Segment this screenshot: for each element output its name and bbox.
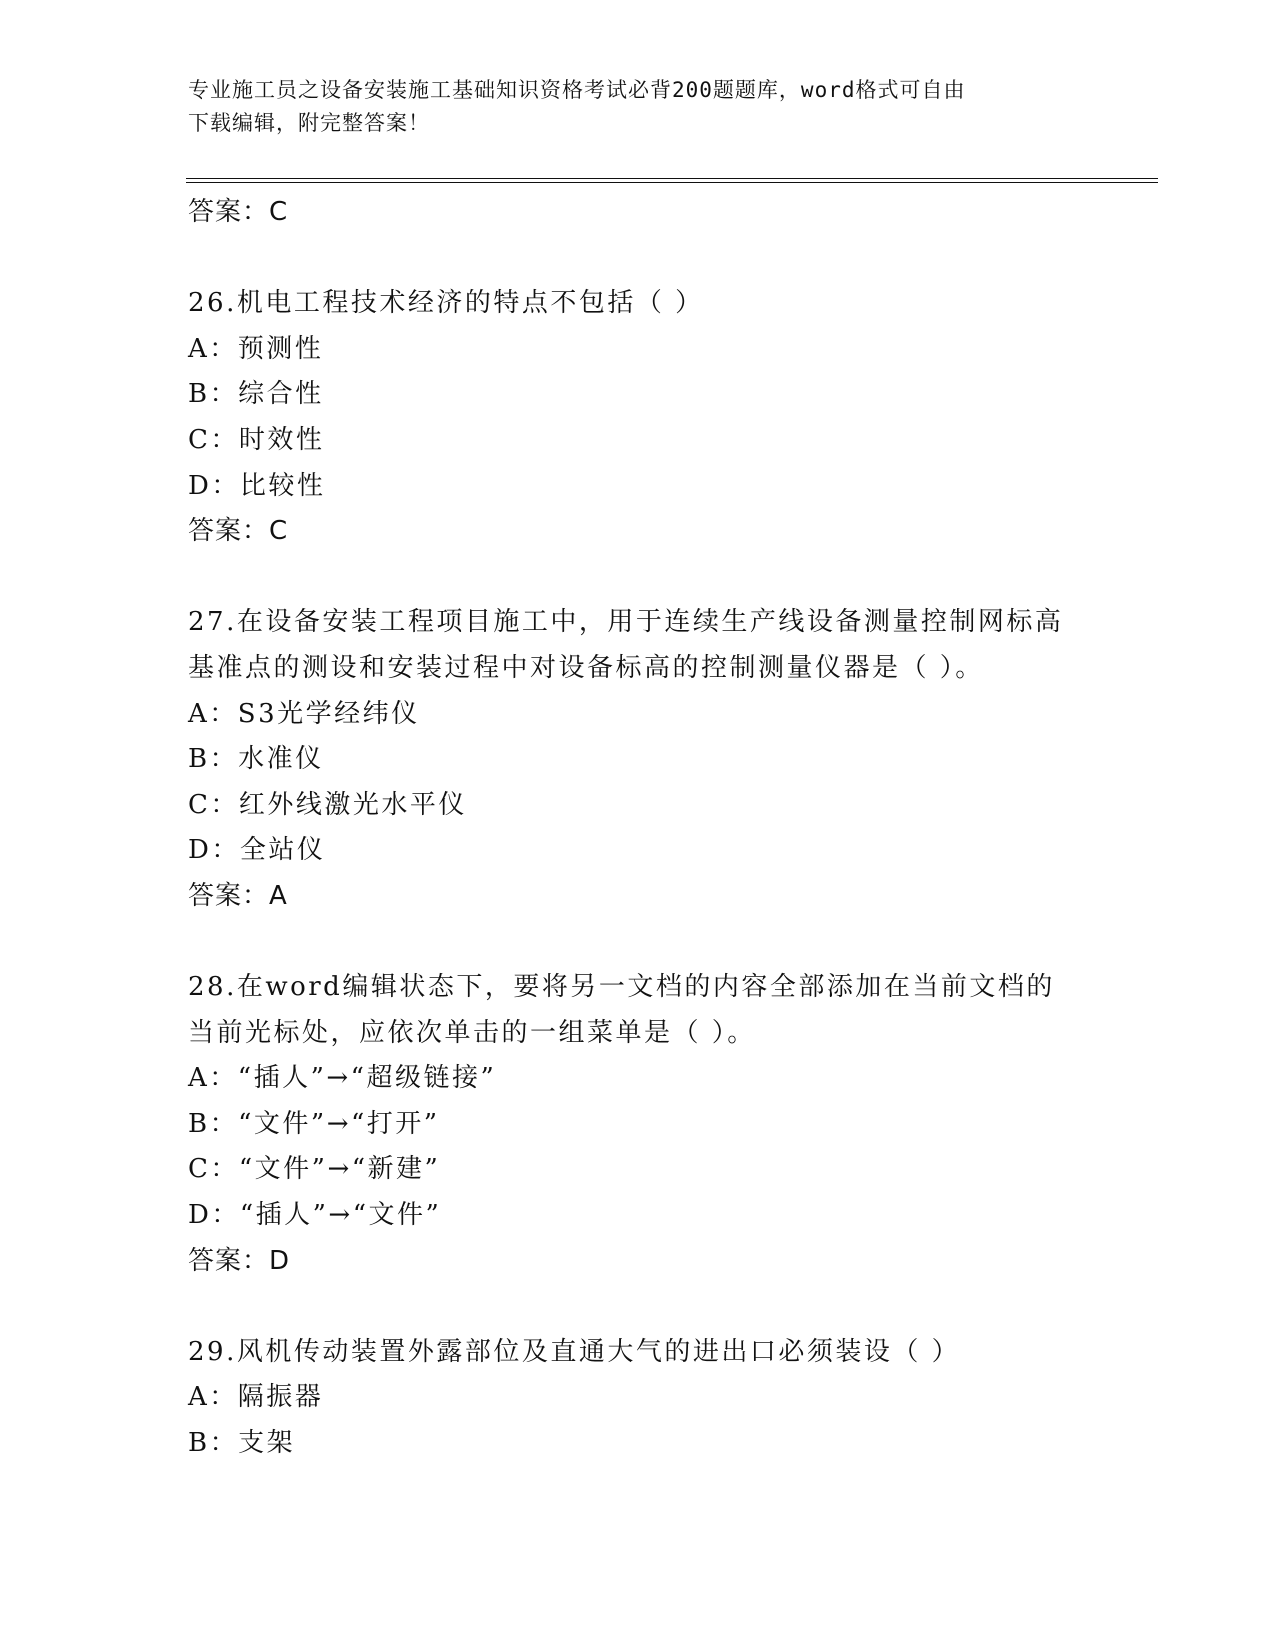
question-27 <box>188 600 1088 919</box>
option-c: C：时效性 <box>188 424 325 455</box>
spacer <box>188 236 1088 282</box>
question-stem: 27.在设备安装工程项目施工中，用于连续生产线设备测量控制网标高 <box>188 607 1064 638</box>
spacer <box>188 1284 1088 1330</box>
option-b: B：水准仪 <box>188 744 324 775</box>
option-a: A：隔振器 <box>188 1382 324 1413</box>
previous-answer: 答案：C <box>188 197 289 227</box>
option-a: A：预测性 <box>188 333 324 364</box>
question-29 <box>188 1330 1088 1467</box>
answer: 答案：D <box>188 1245 291 1276</box>
option-c: C：红外线激光水平仪 <box>188 789 467 820</box>
spacer <box>188 555 1088 601</box>
question-28 <box>188 965 1088 1284</box>
question-stem: 28.在word编辑状态下，要将另一文档的内容全部添加在当前文档的 <box>188 972 1055 1003</box>
document-header <box>188 74 1068 140</box>
option-c: C：“文件”→“新建” <box>188 1154 441 1185</box>
answer: 答案：C <box>188 516 289 547</box>
header-divider-bottom <box>186 182 1158 183</box>
question-stem-continued: 基准点的测设和安装过程中对设备标高的控制测量仪器是（ ）。 <box>188 652 984 683</box>
option-d: D：全站仪 <box>188 835 326 866</box>
header-line-1: 专业施工员之设备安装施工基础知识资格考试必背200题题库，word格式可自由 <box>188 78 966 102</box>
option-b: B：支架 <box>188 1428 296 1459</box>
spacer <box>188 920 1088 966</box>
question-stem-continued: 当前光标处，应依次单击的一组菜单是（ ）。 <box>188 1017 756 1048</box>
question-stem: 26.机电工程技术经济的特点不包括（ ） <box>188 288 704 319</box>
header-line-2: 下载编辑，附完整答案！ <box>188 111 430 135</box>
option-b: B：“文件”→“打开” <box>188 1108 440 1139</box>
header-divider-top <box>186 178 1158 179</box>
option-a: A：S3光学经纬仪 <box>188 698 420 729</box>
question-26 <box>188 281 1088 555</box>
option-a: A：“插人”→“超级链接” <box>188 1063 497 1094</box>
option-b: B：综合性 <box>188 379 324 410</box>
option-d: D：比较性 <box>188 470 326 501</box>
question-list <box>188 190 1088 1467</box>
answer: 答案：A <box>188 880 288 911</box>
question-stem: 29.风机传动装置外露部位及直通大气的进出口必须装设（ ） <box>188 1336 961 1367</box>
option-d: D：“插人”→“文件” <box>188 1200 442 1231</box>
